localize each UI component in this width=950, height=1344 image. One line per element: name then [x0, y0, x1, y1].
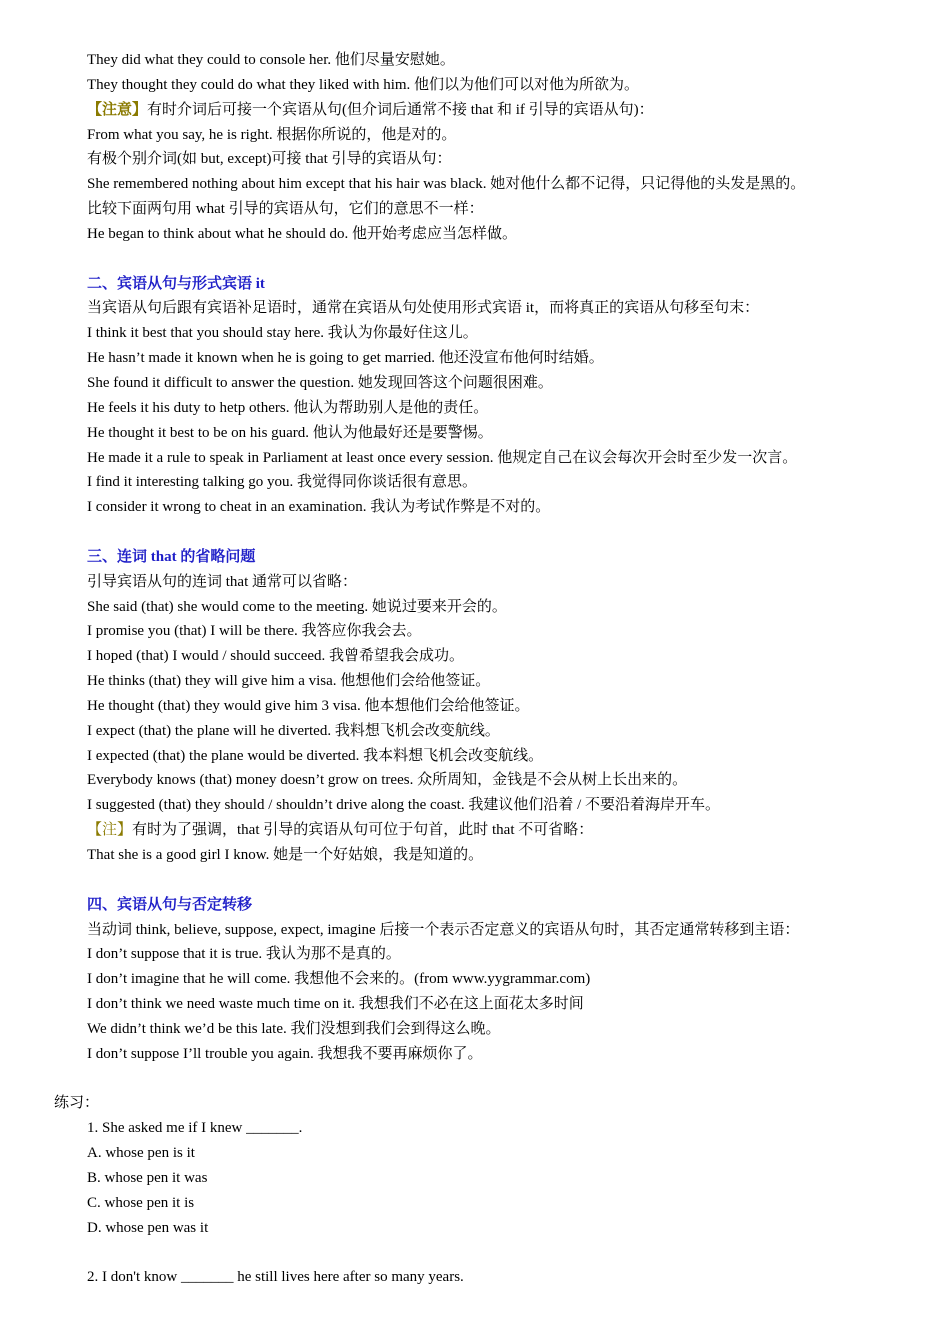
answer-option: C. whose pen it is [87, 1194, 195, 1211]
note-text: 有时介词后可接一个宾语从句(但介词后通常不接 that 和 if 引导的宾语从句)： [147, 101, 654, 118]
text-line: 比较下面两句用 what 引导的宾语从句，它们的意思不一样： [87, 201, 484, 218]
text-line: I don’t suppose I’ll trouble you again. 我想我不要再麻烦你了。 [87, 1045, 483, 1062]
text-line: She found it difficult to answer the question. 她发现回答这个问题很困难。 [87, 374, 553, 391]
note-line [0, 98, 950, 123]
spacer [0, 1067, 950, 1092]
text-line: He thought (that) they would give him 3 visa. 他本想他们会给他签证。 [87, 697, 530, 714]
text-line: He made it a rule to speak in Parliament at least once every session. 他规定自己在议会每次开会时至少发一次言。 [87, 449, 798, 466]
exercise-title: 练习： [54, 1095, 100, 1112]
text-line: I expect (that) the plane will he diverted. 我料想飞机会改变航线。 [87, 722, 500, 739]
text-line: I don’t imagine that he will come. 我想他不会来的。(from www.yygrammar.com) [87, 971, 591, 988]
text-line: Everybody knows (that) money doesn’t grow on trees. 众所周知，金钱是不会从树上长出来的。 [87, 772, 688, 789]
text-line: We didn’t think we’d be this late. 我们没想到我们会到得这么晚。 [87, 1020, 501, 1037]
text-line: From what you say, he is right. 根据你所说的，他是对的。 [87, 126, 457, 143]
spacer [0, 520, 950, 545]
text-line: I suggested (that) they should / shouldn’t drive along the coast. 我建议他们沿着 / 不要沿着海岸开车。 [87, 797, 720, 814]
spacer [0, 868, 950, 893]
answer-option: B. whose pen it was [87, 1169, 208, 1186]
note-tag: 【注意】 [87, 101, 148, 118]
text-line: He thought it best to be on his guard. 他认为他最好还是要警惕。 [87, 424, 493, 441]
section-heading: 四、宾语从句与否定转移 [87, 896, 253, 913]
text-line: He feels it his duty to hetp others. 他认为帮助别人是他的责任。 [87, 399, 489, 416]
text-line: I expected (that) the plane would be diverted. 我本料想飞机会改变航线。 [87, 747, 544, 764]
text-line: I find it interesting talking go you. 我觉得同你谈话很有意思。 [87, 474, 477, 491]
text-line: I consider it wrong to cheat in an examination. 我认为考试作弊是不对的。 [87, 499, 551, 516]
note-tag: 【注】 [87, 822, 133, 839]
question-text: 1. She asked me if I knew _______. [87, 1120, 303, 1137]
section-heading: 二、宾语从句与形式宾语 it [87, 275, 265, 292]
text-line: I promise you (that) I will be there. 我答应你我会去。 [87, 623, 422, 640]
text-line: I don’t think we need waste much time on it. 我想我们不必在这上面花太多时间 [87, 996, 584, 1013]
text-line: They thought they could do what they liked with him. 他们以为他们可以对他为所欲为。 [87, 76, 640, 93]
answer-option: A. whose pen is it [87, 1145, 195, 1162]
answer-option: D. whose pen was it [87, 1219, 209, 1236]
text-line: She said (that) she would come to the meeting. 她说过要来开会的。 [87, 598, 507, 615]
section-heading: 三、连词 that 的省略问题 [87, 548, 256, 565]
text-line: 引导宾语从句的连词 that 通常可以省略： [87, 573, 357, 590]
spacer [0, 247, 950, 272]
text-line: She remembered nothing about him except that his hair was black. 她对他什么都不记得，只记得他的头发是黑的。 [87, 176, 806, 193]
text-line: He hasn’t made it known when he is going to get married. 他还没宣布他何时结婚。 [87, 350, 604, 367]
question-text: 2. I don't know _______ he still lives here after so many years. [87, 1269, 464, 1286]
text-line: That she is a good girl I know. 她是一个好姑娘，我是知道的。 [87, 847, 484, 863]
spacer [0, 1241, 950, 1266]
text-line: He began to think about what he should do. 他开始考虑应当怎样做。 [87, 225, 517, 242]
text-line: He thinks (that) they will give him a visa. 他想他们会给他签证。 [87, 673, 491, 690]
text-line: I hoped (that) I would / should succeed. 我曾希望我会成功。 [87, 648, 465, 665]
text-line: I think it best that you should stay here. 我认为你最好住这儿。 [87, 325, 478, 342]
note-line [0, 818, 950, 843]
document-page [0, 48, 950, 1290]
text-line: 当宾语从句后跟有宾语补足语时，通常在宾语从句处使用形式宾语 it，而将真正的宾语从句移至句末： [87, 300, 760, 317]
text-line: I don’t suppose that it is true. 我认为那不是真的。 [87, 946, 401, 963]
note-text: 有时为了强调，that 引导的宾语从句可位于句首，此时 that 不可省略： [132, 822, 594, 839]
text-line: They did what they could to console her. 他们尽量安慰她。 [87, 52, 455, 68]
text-line: 当动词 think, believe, suppose, expect, imagine 后接一个表示否定意义的宾语从句时，其否定通常转移到主语： [87, 921, 800, 938]
text-line: 有极个别介词(如 but, except)可接 that 引导的宾语从句： [87, 151, 452, 168]
